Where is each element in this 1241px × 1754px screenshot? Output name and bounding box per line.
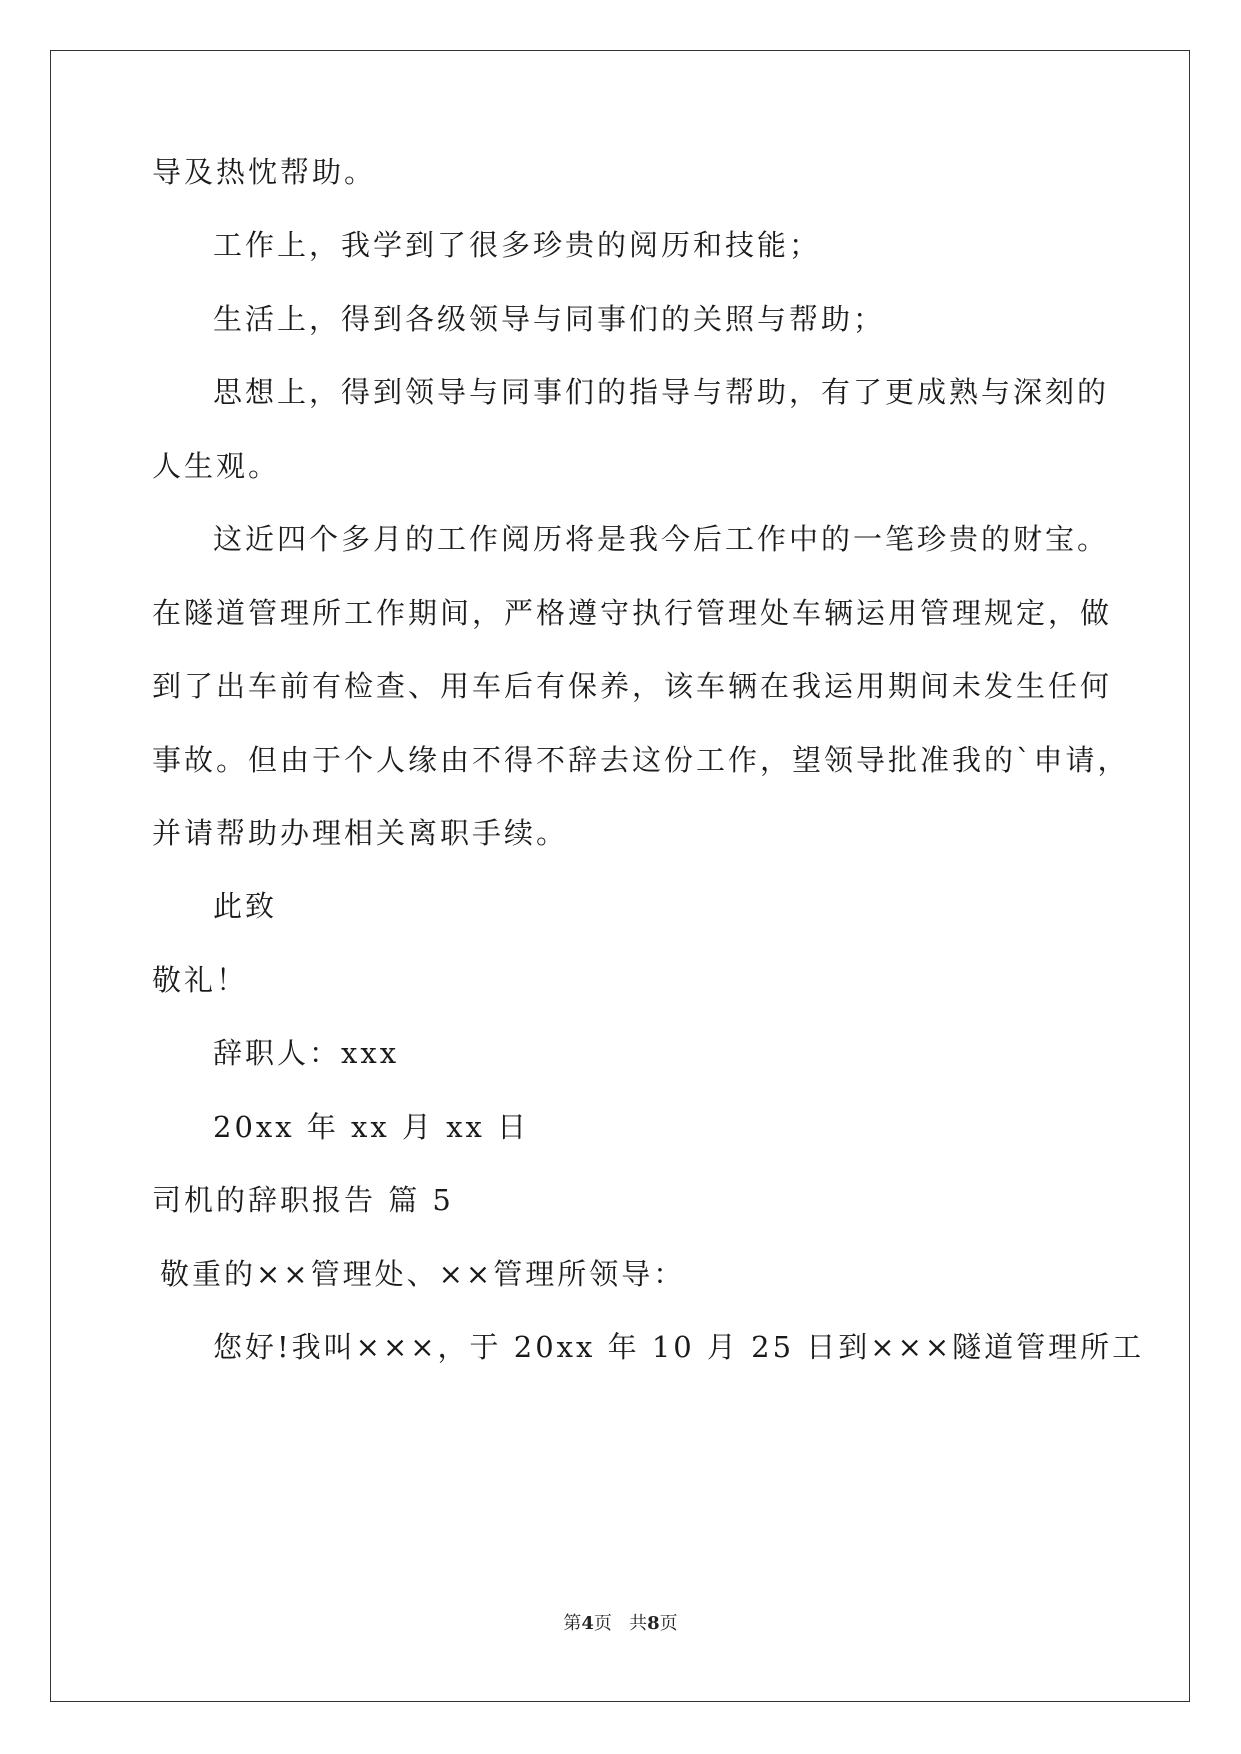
text-line-2: 工作上，我学到了很多珍贵的阅历和技能； (213, 228, 822, 262)
page-frame (50, 50, 1190, 1702)
page-footer (0, 1613, 1241, 1635)
text-line-1: 导及热忱帮助。 (152, 155, 377, 189)
text-line-9: 事故。但由于个人缘由不得不辞去这份工作，望领导批准我的`申请， (152, 743, 1130, 777)
letter-greeting: 敬重的××管理处、××管理所领导： (160, 1257, 686, 1291)
signature-line: 辞职人：xxx (213, 1036, 400, 1070)
text-line-8: 到了出车前有检查、用车后有保养，该车辆在我运用期间未发生任何 (152, 669, 1113, 703)
text-line-10: 并请帮助办理相关离职手续。 (152, 816, 569, 850)
section-heading: 司机的辞职报告 篇 5 (152, 1183, 454, 1217)
text-line-4: 思想上，得到领导与同事们的指导与帮助，有了更成熟与深刻的 (213, 375, 1110, 409)
text-line-7: 在隧道管理所工作期间，严格遵守执行管理处车辆运用管理规定，做 (152, 596, 1113, 630)
footer-prefix: 第 (563, 1613, 582, 1634)
footer-suffix: 页 (659, 1613, 678, 1634)
footer-middle: 页 共 (593, 1613, 648, 1634)
text-line-3: 生活上，得到各级领导与同事们的关照与帮助； (213, 302, 886, 336)
date-line: 20xx 年 xx 月 xx 日 (213, 1110, 530, 1144)
text-line-5: 人生观。 (152, 449, 281, 483)
total-page-number: 8 (647, 1613, 660, 1634)
text-line-6: 这近四个多月的工作阅历将是我今后工作中的一笔珍贵的财宝。 (213, 522, 1110, 556)
closing-respect: 敬礼！ (152, 963, 249, 997)
closing-salutation: 此致 (213, 889, 278, 923)
current-page-number: 4 (581, 1613, 594, 1634)
text-line-17: 您好!我叫×××，于 20xx 年 10 月 25 日到×××隧道管理所工 (213, 1330, 1145, 1364)
